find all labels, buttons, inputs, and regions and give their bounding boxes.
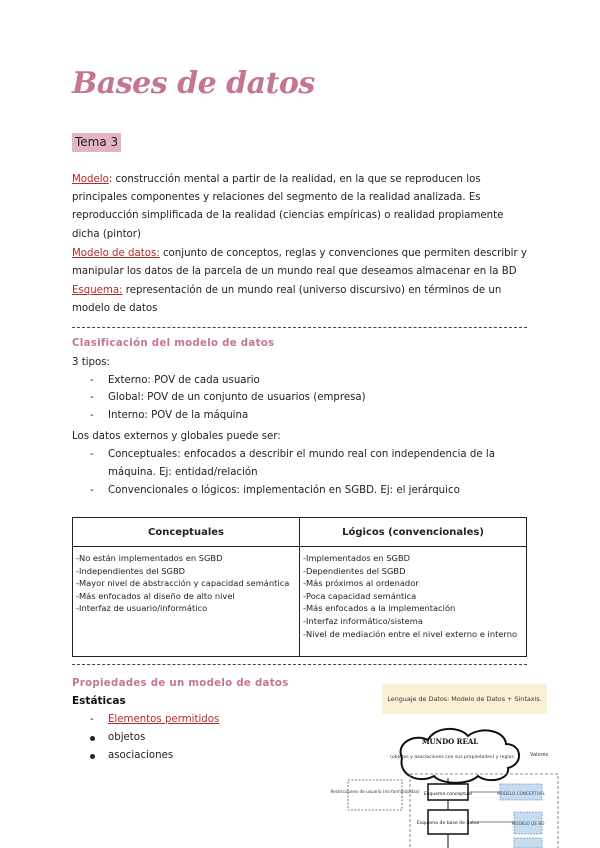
table-header-logicos: Lógicos (convencionales): [300, 518, 527, 547]
clasificacion-heading: Clasificación del modelo de datos: [72, 338, 275, 349]
valores-label: Valores: [530, 752, 549, 758]
list-item: objetos: [90, 729, 145, 747]
diagram-svg: [330, 678, 560, 848]
logicos-cell: -Implementados en SGBD -Dependientes del SGBD -Más próximos al ordenador -Poca capacidad semántica -Más enfocados a la implementación -Interfaz informático/sistema -Nivel de mediación entre el nivel externo e interno: [300, 547, 527, 657]
modelo-datos-text: conjunto de conceptos, reglas y convenciones que permiten describir y manipular los datos de la parcela de un mundo real que deseamos almacenar en la BD: [72, 248, 527, 278]
document-title: Bases de datos: [72, 66, 315, 101]
clasificacion-intro: 3 tipos:: [72, 357, 110, 368]
separator: [72, 664, 527, 665]
esquema-definition: [72, 282, 532, 318]
list-item: - Convencionales o lógicos: implementación en SGBD. Ej: el jerárquico: [90, 485, 460, 496]
tema-label: Tema 3: [72, 133, 121, 152]
modelo-datos-term: Modelo de datos:: [72, 248, 160, 259]
modelo-definition: [72, 171, 532, 244]
estaticas-heading: Estáticas: [72, 695, 126, 707]
restricciones-box: [348, 780, 402, 810]
cloud-title: MUNDO REAL: [421, 737, 479, 746]
modelo-text: : construcción mental a partir de la realidad, en la que se reproducen los principales componentes y relaciones del segmento de la realidad analizada. Es reproducción simplificada de la realidad (ciencias empíricas) o realidad propiamente dicha (pintor): [72, 174, 504, 240]
table-header-conceptuales: Conceptuales: [73, 518, 300, 547]
cloud-text: (objetos y asociaciones con sus propiedades) y reglas: [390, 755, 514, 760]
separator: [72, 327, 527, 328]
modelo-term: Modelo: [72, 174, 109, 185]
conceptuales-cell: -No están implementados en SGBD -Independientes del SGBD -Mayor nivel de abstracción y capacidad semántica -Más enfocados al diseño de alto nivel -Interfaz de usuario/informático: [73, 547, 300, 657]
modelo-datos-definition: [72, 245, 532, 281]
clasificacion-intro2: Los datos externos y globales puede ser:: [72, 431, 281, 442]
esquema-text: representación de un mundo real (universo discursivo) en términos de un modelo de datos: [72, 285, 502, 315]
modelo-bd-label: MODELO DE BD: [511, 821, 545, 826]
list-item: - Interno: POV de la máquina: [90, 410, 249, 421]
data-model-figure: [330, 678, 560, 848]
comparison-table: [72, 517, 527, 657]
list-item: asociaciones: [90, 747, 173, 765]
esquema-bd-label: Esquema de base de datos: [416, 821, 480, 826]
list-item: - Conceptuales: enfocados a describir el mundo real con independencia de la máquina. Ej: entidad/relación: [90, 449, 495, 478]
list-item: - Elementos permitidos: [90, 714, 220, 725]
list-item: - Global: POV de un conjunto de usuarios (empresa): [90, 392, 366, 403]
restricciones-label: Restricciones de usuario (no formalizadas): [330, 789, 420, 794]
esquema-conceptual-label: Esquema conceptual: [423, 792, 473, 797]
list-item: - Externo: POV de cada usuario: [90, 375, 260, 386]
modelo-conceptual-label: MODELO CONCEPTUAL: [497, 791, 545, 796]
propiedades-heading: Propiedades de un modelo de datos: [72, 678, 289, 689]
figure-caption: Lenguaje de Datos: Modelo de Datos + Sintaxis.: [382, 684, 547, 714]
esquema-term: Esquema:: [72, 285, 123, 296]
